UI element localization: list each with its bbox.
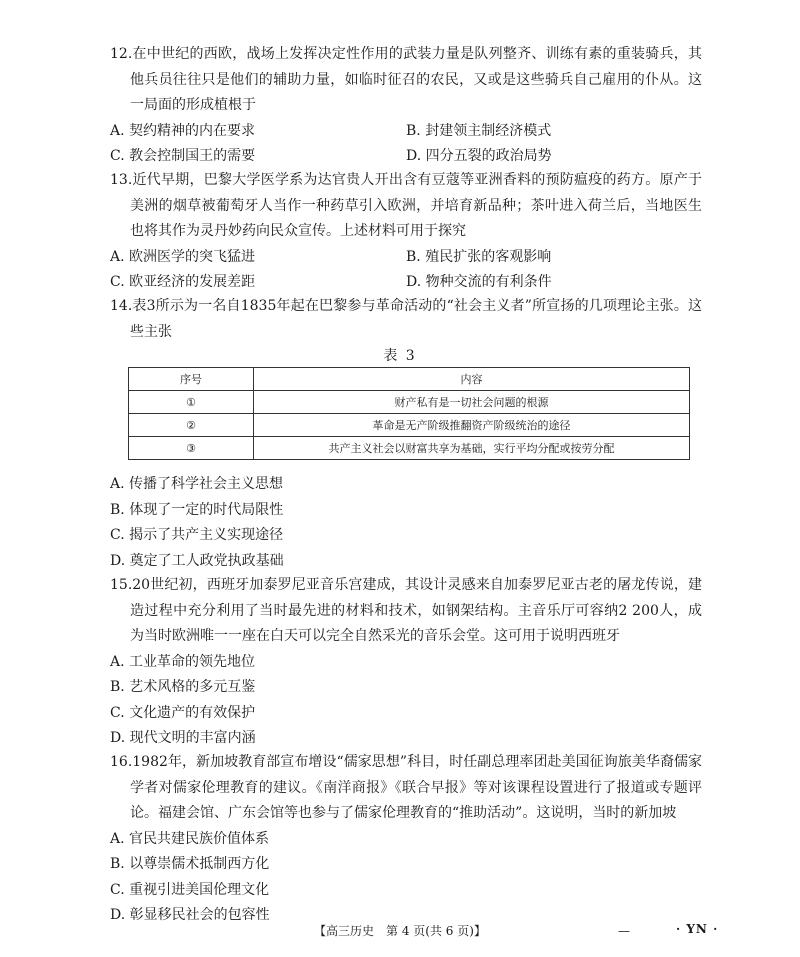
table-row <box>129 391 690 414</box>
footer-dash: — <box>618 924 630 938</box>
question-12 <box>110 42 702 170</box>
question-14-options <box>110 472 702 574</box>
option-b: B. 封建领主制经济模式 <box>406 122 552 139</box>
question-12-options <box>110 119 702 170</box>
table-cell-content: 革命是无产阶级推翻资产阶级统治的途径 <box>254 414 690 437</box>
table-header-content: 内容 <box>254 368 690 391</box>
table-cell-content: 共产主义社会以财富共享为基础，实行平均分配或按劳分配 <box>254 437 690 460</box>
table-caption: 表 3 <box>383 348 417 364</box>
edition-code: · YN · <box>676 922 719 936</box>
table-header-row <box>129 368 690 391</box>
page-number-label: 【高三历史 第 4 页(共 6 页)】 <box>314 924 486 938</box>
table-row <box>129 414 690 437</box>
option-a: A. 欧洲医学的突飞猛进 <box>110 248 256 265</box>
option-d: D. 奠定了工人政党执政基础 <box>110 552 284 569</box>
option-c: C. 揭示了共产主义实现途径 <box>110 527 284 543</box>
question-13-options <box>110 245 702 296</box>
option-c: C. 重视引进美国伦理文化 <box>110 881 270 898</box>
option-b: B. 以尊崇儒术抵制西方化 <box>110 856 270 872</box>
option-b: B. 艺术风格的多元互鉴 <box>110 679 256 695</box>
option-c: C. 欧亚经济的发展差距 <box>110 274 256 290</box>
option-a: A. 传播了科学社会主义思想 <box>110 476 284 492</box>
question-15-options <box>110 650 702 752</box>
question-13 <box>110 168 702 296</box>
question-15-stem: 15.20世纪初，西班牙加泰罗尼亚音乐宫建成，其设计灵感来自加泰罗尼亚古老的屠龙传说，建造过程中充分利用了当时最先进的材料和技术，如钢架结构。主音乐厅可容纳2 200人，成为当时欧洲唯一一座在白天可以完全自然采光的音乐会堂。这可用于说明西班牙 <box>110 577 702 644</box>
question-16-options <box>110 827 702 929</box>
question-14 <box>110 294 702 345</box>
table-cell-no: ② <box>129 414 254 437</box>
option-a: A. 工业革命的领先地位 <box>110 653 256 670</box>
question-16 <box>110 750 702 929</box>
table-cell-content: 财产私有是一切社会问题的根源 <box>254 391 690 414</box>
table-header-no: 序号 <box>129 368 254 391</box>
option-a: A. 官民共建民族价值体系 <box>110 830 270 847</box>
table-3 <box>128 367 690 460</box>
question-14-stem: 14.表3所示为一名自1835年起在巴黎参与革命活动的“社会主义者”所宣扬的几项理论主张。这些主张 <box>110 298 702 340</box>
question-16-stem: 16.1982年，新加坡教育部宣布增设“儒家思想”科目，时任副总理率团赴美国征询旅美华裔儒家学者对儒家伦理教育的建议。《南洋商报》《联合早报》等对该课程设置进行了报道或专题评论。福建会馆、广东会馆等也参与了儒家伦理教育的“推助活动”。这说明，当时的新加坡 <box>110 754 702 821</box>
option-c: C. 文化遗产的有效保护 <box>110 704 256 721</box>
option-c: C. 教会控制国王的需要 <box>110 148 256 164</box>
table-row <box>129 437 690 460</box>
table-cell-no: ① <box>129 391 254 414</box>
option-d: D. 彰显移民社会的包容性 <box>110 907 270 923</box>
question-12-stem: 12.在中世纪的西欧，战场上发挥决定性作用的武装力量是队列整齐、训练有素的重装骑兵，其他兵员往往只是他们的辅助力量，如临时征召的农民，又或是这些骑兵自己雇用的仆从。这一局面的形成植根于 <box>110 46 702 113</box>
option-d: D. 四分五裂的政治局势 <box>406 148 552 164</box>
option-b: B. 体现了一定的时代局限性 <box>110 501 284 518</box>
table-cell-no: ③ <box>129 437 254 460</box>
option-b: B. 殖民扩张的客观影响 <box>406 248 552 265</box>
option-a: A. 契约精神的内在要求 <box>110 122 256 139</box>
option-d: D. 现代文明的丰富内涵 <box>110 730 256 746</box>
question-15 <box>110 573 702 752</box>
question-13-stem: 13.近代早期，巴黎大学医学系为达官贵人开出含有豆蔻等亚洲香料的预防瘟疫的药方。原产于美洲的烟草被葡萄牙人当作一种药草引入欧洲，并培育新品种；茶叶进入荷兰后，当地医生也将其作为灵丹妙药向民众宣传。上述材料可用于探究 <box>110 172 702 239</box>
option-d: D. 物种交流的有利条件 <box>406 274 552 290</box>
